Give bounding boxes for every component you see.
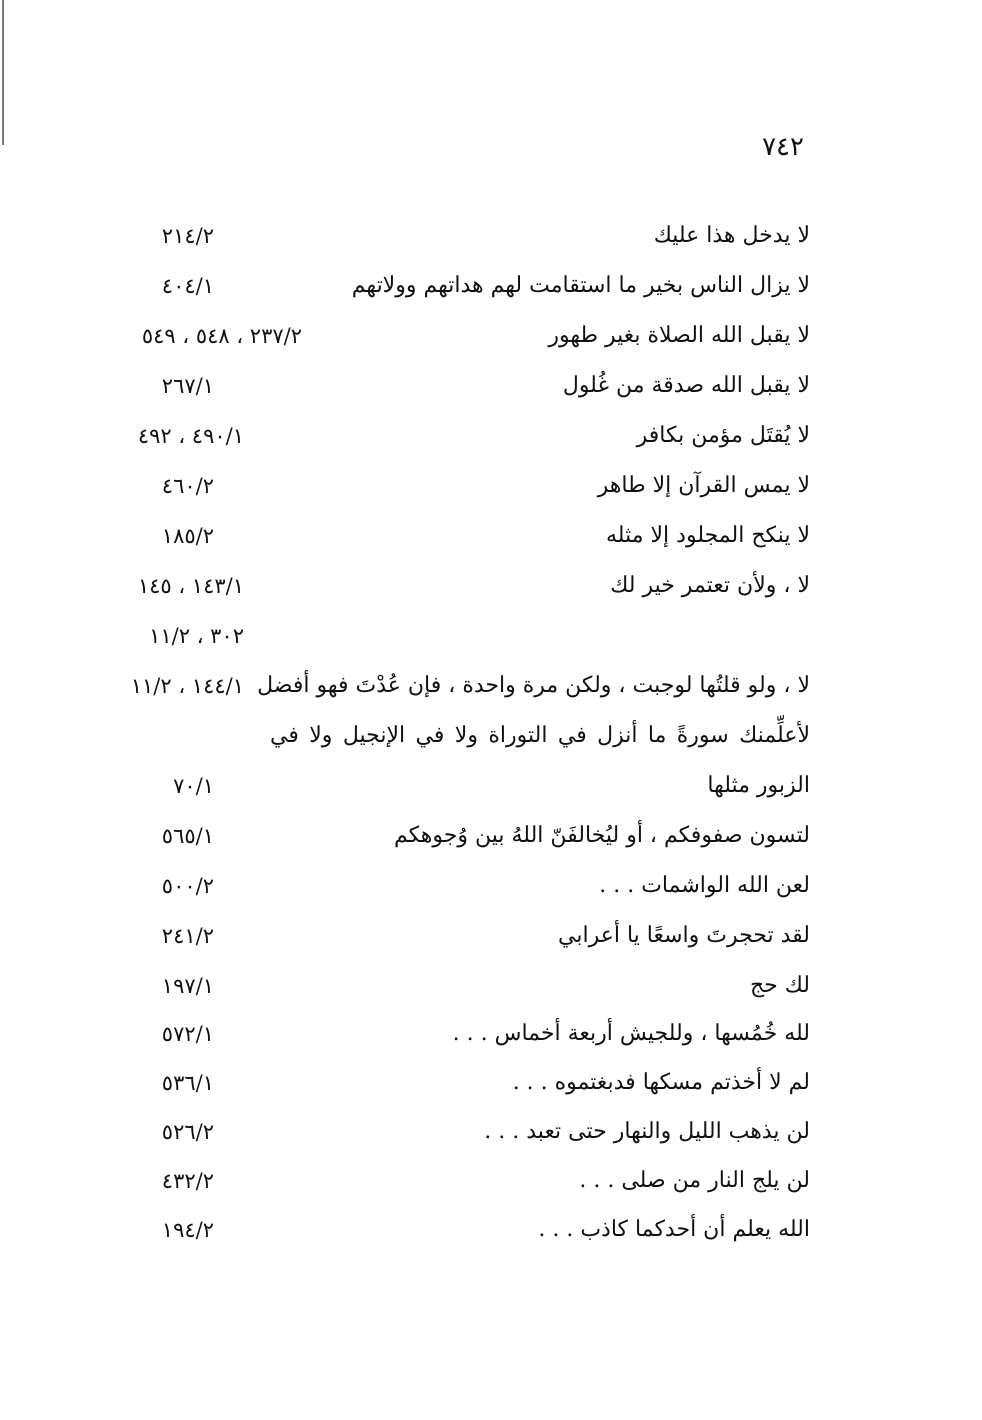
entry-reference: ١٩٧/١ — [161, 974, 214, 998]
entry-reference: ٥٠٠/٢ — [161, 874, 214, 898]
index-entry — [0, 1011, 982, 1061]
index-entry — [0, 463, 982, 513]
index-entry — [0, 713, 982, 763]
entry-text: لم لا أخذتم مسكها فدبغتموه . . . — [512, 1070, 810, 1095]
entry-reference: ١٩٤/٢ — [161, 1218, 214, 1242]
entry-text: لن يذهب الليل والنهار حتى تعبد . . . — [484, 1119, 810, 1144]
index-entry — [0, 813, 982, 863]
index-entry — [0, 913, 982, 963]
entry-reference: ٣٠٢ ، ١١/٢ — [149, 624, 244, 648]
index-entry — [0, 313, 982, 363]
index-entry — [0, 213, 982, 263]
index-entry — [0, 363, 982, 413]
entry-text: لا يقبل الله صدقة من غُلول — [562, 373, 810, 398]
index-entry — [0, 1109, 982, 1159]
entry-text: لا يقبل الله الصلاة بغير طهور — [548, 323, 810, 348]
entry-text: لن يلج النار من صلى . . . — [579, 1168, 810, 1193]
entry-reference: ٢٣٧/٢ ، ٥٤٨ ، ٥٤٩ — [141, 324, 302, 348]
entry-text: الزبور مثلها — [707, 773, 810, 798]
index-entry — [0, 413, 982, 463]
entry-reference: ٥٣٦/١ — [161, 1071, 214, 1095]
entry-text: لتسون صفوفكم ، أو ليُخالفَنّ اللهُ بين وُجوهكم — [394, 823, 810, 848]
entry-reference: ٤٦٠/٢ — [161, 474, 214, 498]
entry-reference: ٥٢٦/٢ — [161, 1120, 214, 1144]
entry-text: لا يمس القرآن إلا طاهر — [597, 473, 810, 498]
entry-reference: ٢٦٧/١ — [161, 374, 214, 398]
entry-reference: ١٤٣/١ ، ١٤٥ — [137, 574, 244, 598]
index-entry-continuation — [0, 613, 982, 663]
entry-text: لك حج — [749, 973, 810, 998]
entry-reference: ١٤٤/١ ، ١١/٢ — [130, 674, 244, 698]
entry-text: لله خُمُسها ، وللجيش أربعة أخماس . . . — [452, 1021, 810, 1046]
index-entry — [0, 663, 982, 713]
entry-text: لا ينكح المجلود إلا مثله — [606, 523, 810, 548]
index-entry — [0, 963, 982, 1013]
index-entry — [0, 263, 982, 313]
entry-reference: ٥٧٢/١ — [161, 1022, 214, 1046]
index-entry — [0, 513, 982, 563]
entry-text: الله يعلم أن أحدكما كاذب . . . — [538, 1217, 810, 1242]
entry-reference: ٤٣٢/٢ — [161, 1169, 214, 1193]
index-entry — [0, 763, 982, 813]
entry-reference: ١٨٥/٢ — [161, 524, 214, 548]
index-entry — [0, 1060, 982, 1110]
index-entry — [0, 563, 982, 613]
index-entry — [0, 1207, 982, 1257]
entry-reference: ٤٩٠/١ ، ٤٩٢ — [137, 424, 244, 448]
entry-text: لا يُقتَل مؤمن بكافر — [636, 423, 810, 448]
entry-reference: ٥٦٥/١ — [161, 824, 214, 848]
index-entry — [0, 1158, 982, 1208]
entry-text: لا ، ولأن تعتمر خير لك — [610, 573, 810, 598]
entry-text: لا يدخل هذا عليك — [653, 223, 810, 248]
entry-reference: ٢١٤/٢ — [161, 224, 214, 248]
entry-text: لا يزال الناس بخير ما استقامت لهم هداتهم وولاتهم — [351, 273, 810, 298]
entry-text: لعن الله الواشمات . . . — [599, 873, 810, 898]
entry-text: لأعلِّمنك سورةً ما أنزل في التوراة ولا في الإنجيل ولا في — [270, 723, 810, 748]
index-entry — [0, 863, 982, 913]
entry-reference: ٢٤١/٢ — [161, 924, 214, 948]
entry-reference: ٧٠/١ — [173, 774, 214, 798]
entry-reference: ٤٠٤/١ — [161, 274, 214, 298]
entry-text: لقد تحجرتَ واسعًا يا أعرابي — [558, 923, 810, 948]
page-number: ٧٤٢ — [762, 132, 804, 162]
entry-text: لا ، ولو قلتُها لوجبت ، ولكن مرة واحدة ، فإن عُدْتَ فهو أفضل — [257, 673, 810, 698]
